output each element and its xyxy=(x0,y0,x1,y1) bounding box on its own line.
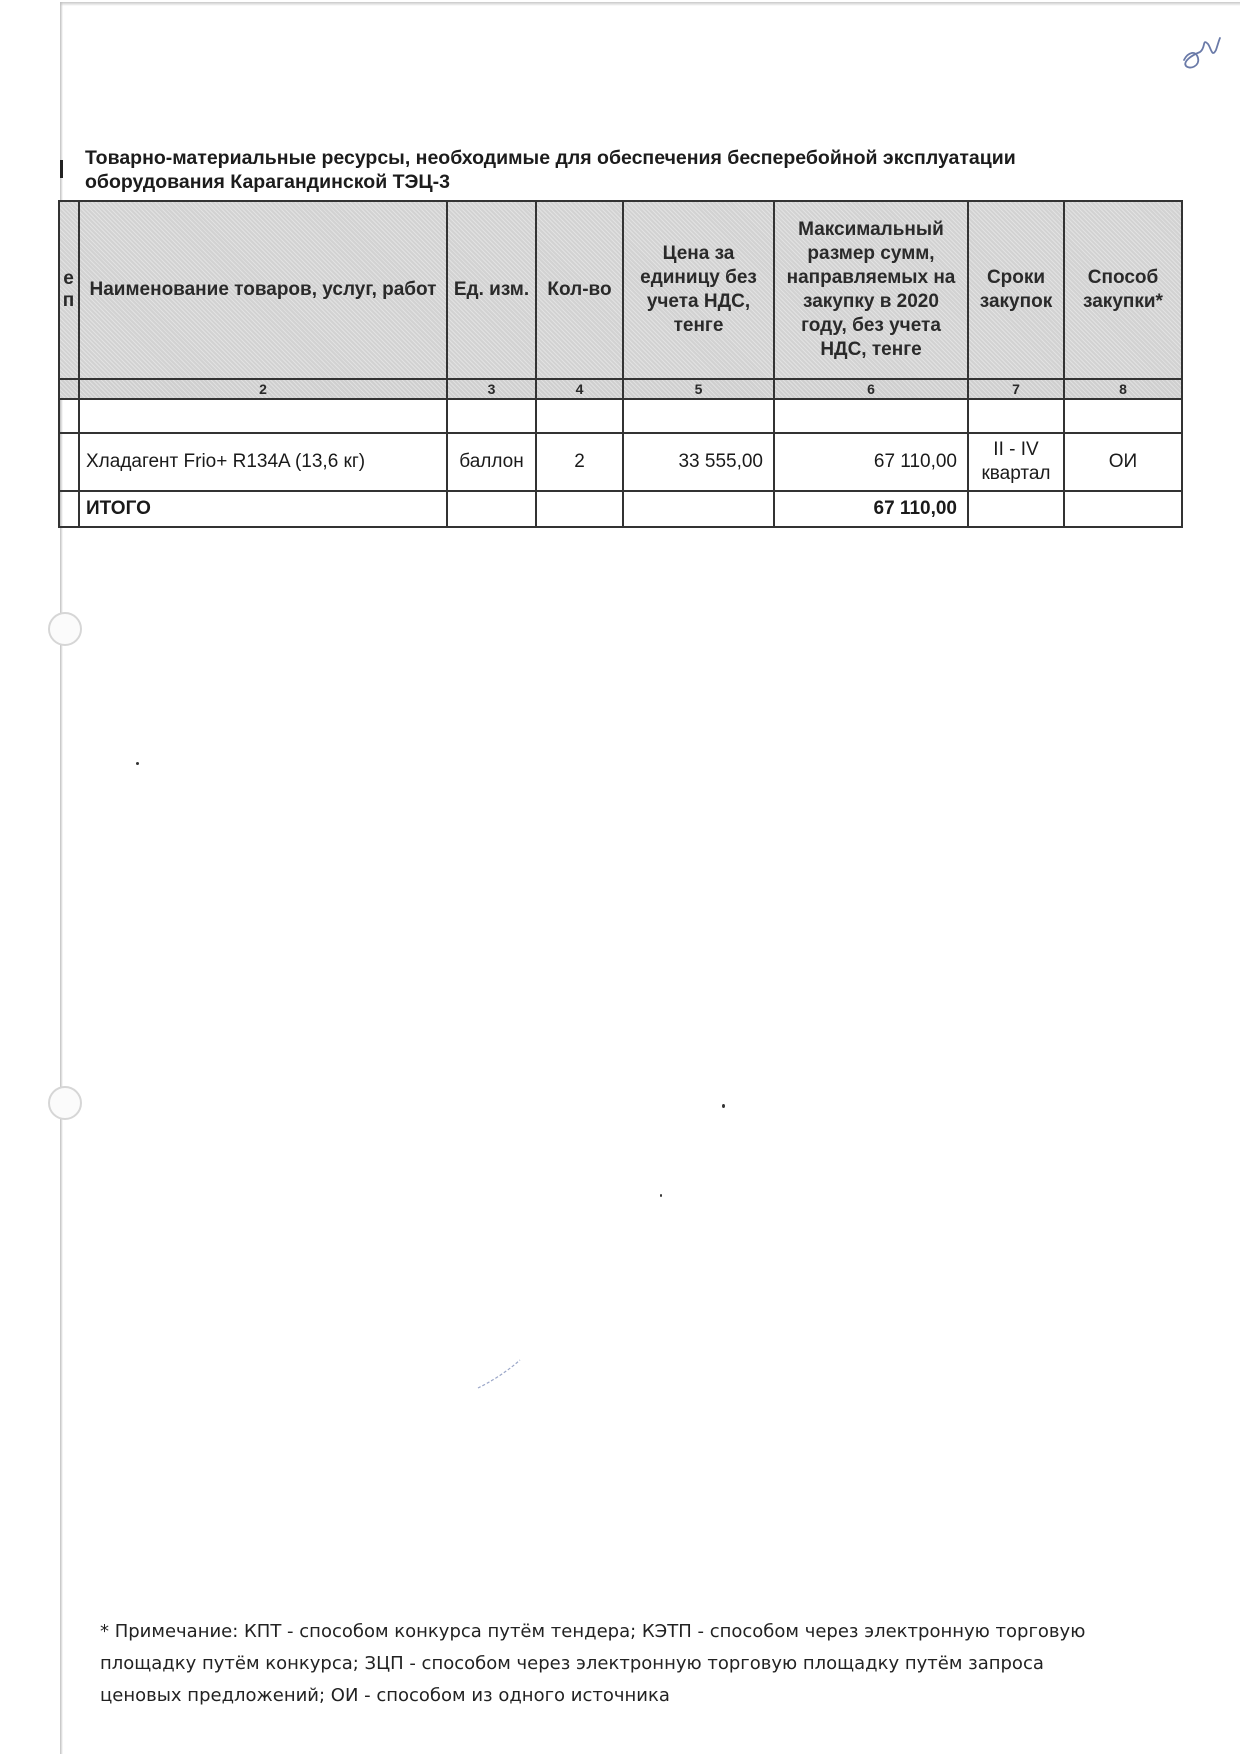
blank-cell xyxy=(59,399,79,433)
procurement-table-wrapper xyxy=(58,200,1181,528)
scan-pen-stroke xyxy=(474,1352,524,1392)
row-quantity: 2 xyxy=(536,433,623,491)
row-unit: баллон xyxy=(447,433,536,491)
punch-hole-upper xyxy=(48,612,82,646)
column-number-cut xyxy=(59,379,79,399)
blank-cell xyxy=(447,399,536,433)
header-unit: Ед. изм. xyxy=(447,201,536,379)
blank-cell xyxy=(79,399,447,433)
row-method: ОИ xyxy=(1064,433,1182,491)
column-number-row xyxy=(59,379,1182,399)
header-period: Сроки закупок xyxy=(968,201,1064,379)
row-cut-cell xyxy=(59,433,79,491)
table-total-row xyxy=(59,491,1182,527)
blank-cell xyxy=(774,399,968,433)
column-number: 6 xyxy=(774,379,968,399)
scan-speck xyxy=(660,1194,662,1197)
column-number: 7 xyxy=(968,379,1064,399)
punch-hole-lower xyxy=(48,1086,82,1120)
total-cut-cell xyxy=(59,491,79,527)
blank-cell xyxy=(968,399,1064,433)
table-row xyxy=(59,433,1182,491)
row-unit-price: 33 555,00 xyxy=(623,433,774,491)
scan-top-edge xyxy=(60,2,1240,6)
header-name: Наименование товаров, услуг, работ xyxy=(79,201,447,379)
column-number: 2 xyxy=(79,379,447,399)
row-item-name: Хладагент Frio+ R134A (13,6 кг) xyxy=(79,433,447,491)
blank-cell xyxy=(536,399,623,433)
margin-tick-mark xyxy=(60,160,63,178)
column-number: 4 xyxy=(536,379,623,399)
cut-column-char-1: е xyxy=(63,268,74,289)
handwritten-page-mark xyxy=(1178,30,1222,72)
title-line-2: оборудования Карагандинской ТЭЦ-3 xyxy=(85,171,450,193)
title-line-1: Товарно-материальные ресурсы, необходимые для обеспечения бесперебойной эксплуатации xyxy=(85,147,1016,169)
footnote: * Примечание: КПТ - способом конкурса путём тендера; КЭТП - способом через электронную торговую площадку путём конкурса; ЗЦП - способом через электронную торговую площадку путём запроса ценовых предложений; ОИ - способом из одного источника xyxy=(100,1621,1086,1706)
row-period: II - IV квартал xyxy=(968,433,1064,491)
header-cut-column xyxy=(59,201,79,379)
total-empty-cell xyxy=(1064,491,1182,527)
scan-speck xyxy=(722,1104,725,1108)
header-quantity: Кол-во xyxy=(536,201,623,379)
column-number: 5 xyxy=(623,379,774,399)
table-blank-row xyxy=(59,399,1182,433)
total-empty-cell xyxy=(536,491,623,527)
cut-column-char-2: п xyxy=(62,290,75,311)
total-empty-cell xyxy=(447,491,536,527)
header-method: Способ закупки* xyxy=(1064,201,1182,379)
column-number: 3 xyxy=(447,379,536,399)
blank-cell xyxy=(1064,399,1182,433)
procurement-table xyxy=(58,200,1183,528)
total-empty-cell xyxy=(623,491,774,527)
scan-speck xyxy=(136,762,139,765)
row-max-sum: 67 110,00 xyxy=(774,433,968,491)
header-max-sum: Максимальный размер сумм, направляемых на закупку в 2020 году, без учета НДС, тенге xyxy=(774,201,968,379)
header-unit-price: Цена за единицу без учета НДС, тенге xyxy=(623,201,774,379)
blank-cell xyxy=(623,399,774,433)
table-header-row xyxy=(59,201,1182,379)
total-empty-cell xyxy=(968,491,1064,527)
column-number: 8 xyxy=(1064,379,1182,399)
total-max-sum: 67 110,00 xyxy=(774,491,968,527)
document-title xyxy=(85,146,1175,194)
total-label: ИТОГО xyxy=(79,491,447,527)
